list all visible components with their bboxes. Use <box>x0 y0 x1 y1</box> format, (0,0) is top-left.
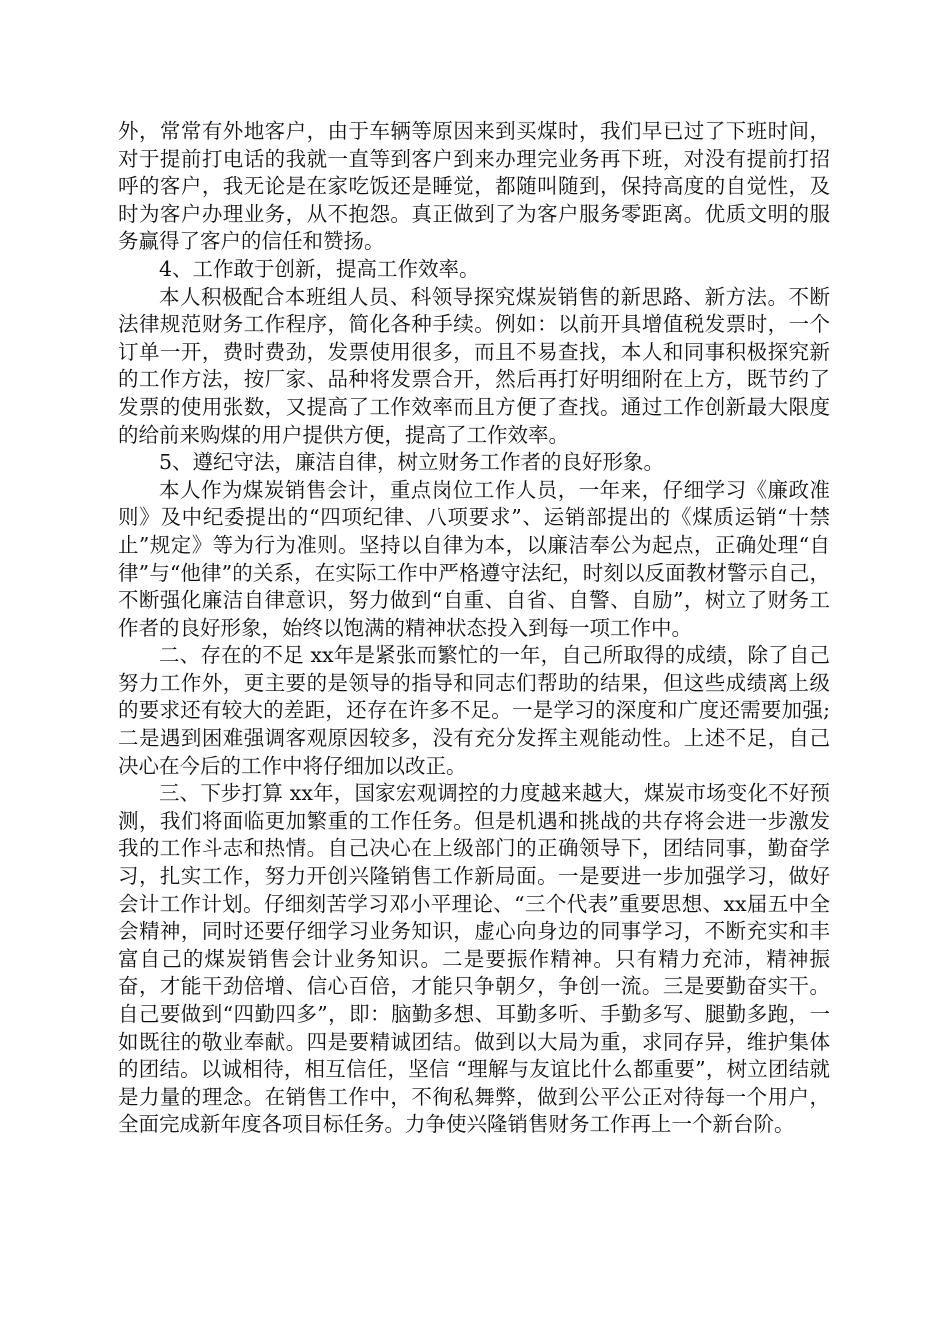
paragraph-discipline: 本人作为煤炭销售会计，重点岗位工作人员，一年来，仔细学习《廉政准则》及中纪委提出的“四项纪律、八项要求”、运销部提出的《煤质运销“十禁止”规定》等为行为准则。坚持以自律为本，以廉洁奉公为起点，正确处理“自律”与“他律”的关系，在实际工作中严格遵守法纪，时刻以反面教材警示自己，不断强化廉洁自律意识，努力做到“自重、自省、自警、自励”，树立了财务工作者的良好形象，始终以饱满的精神状态投入到每一项工作中。 <box>118 477 830 640</box>
paragraph-continued-service: 外，常常有外地客户，由于车辆等原因来到买煤时，我们早已过了下班时间，对于提前打电话的我就一直等到客户到来办理完业务再下班，对没有提前打招呼的客户，我无论是在家吃饭还是睡觉，都随叫随到，保持高度的自觉性，及时为客户办理业务，从不抱怨。真正做到了为客户服务零距离。优质文明的服务赢得了客户的信任和赞扬。 <box>118 119 830 254</box>
heading-innovation: 4、工作敢于创新，提高工作效率。 <box>159 256 480 281</box>
paragraph-shortcomings: 二、存在的不足 xx年是紧张而繁忙的一年，自己所取得的成绩，除了自己努力工作外，更主要的是领导的指导和同志们帮助的结果，但这些成绩离上级的要求还有较大的差距，还存在许多不足。一是学习的深度和广度还需要加强;二是遇到困难强调客观原因较多，没有充分发挥主观能动性。上述不足，自己决心在今后的工作中将仔细加以改正。 <box>118 643 830 778</box>
heading-discipline: 5、遵纪守法，廉洁自律，树立财务工作者的良好形象。 <box>159 450 665 475</box>
document-body <box>118 118 830 1139</box>
paragraph-innovation: 本人积极配合本班组人员、科领导探究煤炭销售的新思路、新方法。不断法律规范财务工作程序，简化各种手续。例如：以前开具增值税发票时，一个订单一开，费时费劲，发票使用很多，而且不易查找，本人和同事积极探究新的工作方法，按厂家、品种将发票合开，然后再打好明细附在上方，既节约了发票的使用张数，又提高了工作效率而且方便了查找。通过工作创新最大限度的给前来购煤的用户提供方便，提高了工作效率。 <box>118 284 830 447</box>
paragraph-next-plan: 三、下步打算 xx年，国家宏观调控的力度越来越大，煤炭市场变化不好预测，我们将面临更加繁重的工作任务。但是机遇和挑战的共存将会进一步激发我的工作斗志和热情。自己决心在上级部门的正确领导下，团结同事，勤奋学习，扎实工作，努力开创兴隆销售工作新局面。一是要进一步加强学习，做好会计工作计划。仔细刻苦学习邓小平理论、“三个代表”重要思想、xx届五中全会精神，同时还要仔细学习业务知识，虚心向身边的同事学习，不断充实和丰富自己的煤炭销售会计业务知识。二是要振作精神。只有精力充沛，精神振奋，才能干劲倍增、信心百倍，才能只争朝夕，争创一流。三是要勤奋实干。自己要做到“四勤四多”，即：脑勤多想、耳勤多听、手勤多写、腿勤多跑，一如既往的敬业奉献。四是要精诚团结。做到以大局为重，求同存异，维护集体的团结。以诚相待，相互信任，坚信 “理解与友谊比什么都重要”，树立团结就是力量的理念。在销售工作中，不徇私舞弊，做到公平公正对待每一个用户，全面完成新年度各项目标任务。力争使兴隆销售财务工作再上一个新台阶。 <box>118 781 830 1137</box>
